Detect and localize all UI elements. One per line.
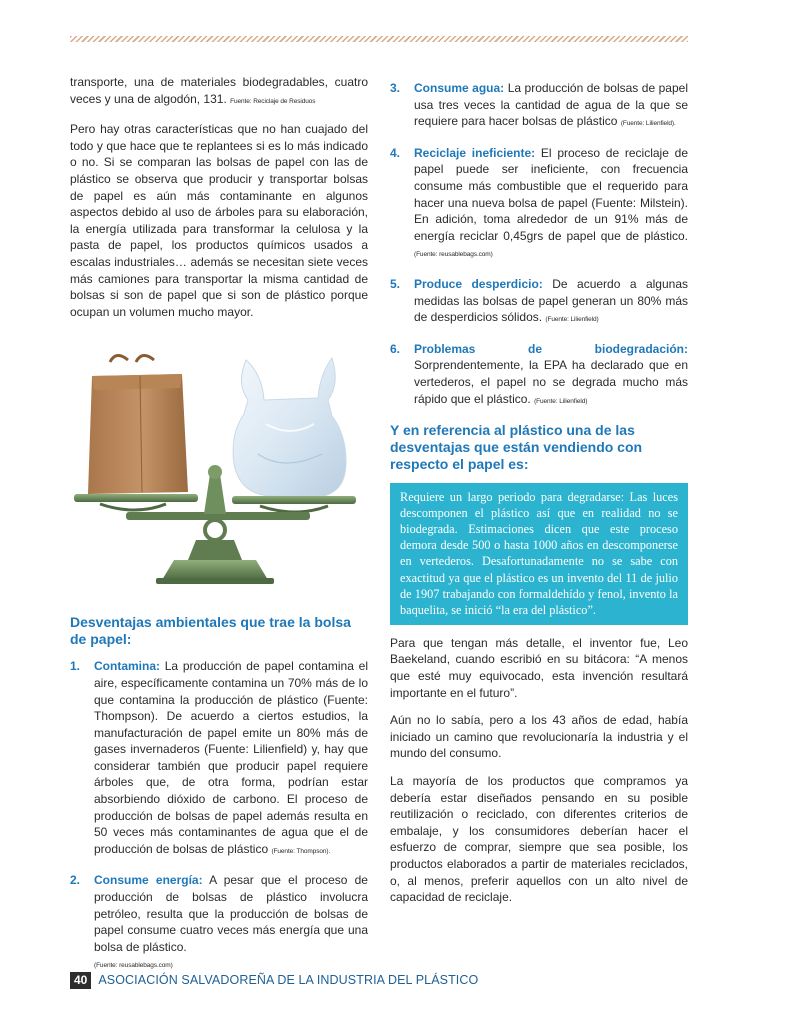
item-source: (Fuente: Lilienfield) — [534, 397, 588, 405]
item-number: 4. — [390, 145, 401, 160]
list-item — [70, 658, 368, 860]
item-number: 2. — [70, 873, 81, 888]
page-number: 40 — [70, 972, 91, 989]
list-item — [390, 276, 688, 329]
item-number: 1. — [70, 659, 81, 674]
item-number: 6. — [390, 341, 401, 356]
intro-source: Fuente: Reciclaje de Residuos — [230, 97, 316, 105]
paragraph-revolution: Aún no lo sabía, pero a los 43 años de edad, había iniciado un camino que revolucionaría la industria y el mundo del consumo. — [390, 713, 688, 761]
paragraph-recycling: La mayoría de los productos que compramos ya debería estar diseñados pensando en su posible reutilización o reciclado, con diferentes criterios de embalaje, y los consumidores deberían hacer el esfuerzo de comprar, siempre que sea posible, los productos elaborados a partir de materiales reciclados, o, al menos, preferir aquellos con un alto nivel de capacidad de reciclaje. — [390, 774, 688, 905]
item-source: (Fuente: Thompson). — [271, 847, 331, 855]
paragraph-inventor: Para que tengan más detalle, el inventor fue, Leo Baekeland, cuando escribió en su bitácora: “A menos que esté muy equivocado, esta invención resultará importante en el futuro”. — [390, 635, 688, 700]
paper-disadvantages-list — [70, 658, 368, 975]
list-item — [390, 145, 688, 264]
item-term: Produce desperdicio: — [414, 276, 543, 291]
item-source: (Fuente: Lilienfield) — [545, 316, 599, 324]
section-title-paper-disadvantages: Desventajas ambientales que trae la bolsa de papel: — [70, 614, 351, 648]
item-text: De acuerdo a algunas medidas las bolsas de papel generan un 80% más de desperdicios sólidos. — [414, 276, 688, 325]
item-text: Sorprendentemente, la EPA ha declarado que en vertederos, el papel no se degrada mucho más rápido que el plástico. — [414, 358, 688, 406]
section-title-plastic-disadvantage: Y en referencia al plástico una de las desventajas que están vendiendo con respecto el papel es: — [390, 422, 643, 473]
paper-bag-icon — [88, 356, 188, 495]
plastic-degradation-callout: Requiere un largo periodo para degradarse: Las luces descomponen el plástico así que en realidad no se biodegrada. Estimaciones dicen que este proceso demora desde 500 o hasta 1000 años en descomponerse en vertederos. Desafortunadamente no se sabe con exactitud ya que el plástico es un invento del 11 de julio de 1907 trabajando con formaldehído y fenol, invento la baquelita, se inició “la era del plástico”. — [390, 483, 688, 625]
decorative-top-rule — [70, 36, 688, 42]
item-term: Contamina: — [94, 659, 160, 674]
item-text: La producción de bolsas de papel usa tres veces la cantidad de agua de la que se requiere para hacer bolsas de plástico — [414, 81, 688, 129]
item-source: (Fuente: reusablebags.com) — [414, 251, 493, 259]
list-item — [390, 341, 688, 410]
item-text: La producción de papel contamina el aire, específicamente contamina un 70% más de lo que contamina la producción de plástico (Fuente: Thompson). De acuerdo a ciertos estudios, la manufacturación de papel emite un 80% más de gases invernaderos (Fuente: Lilienfield) y, hay que considerar también que producir papel requiere árboles que, de otra forma, podrían estar absorbiendo dióxido de carbono. El proceso de producción de bolsas de papel además resulta en 50 veces más contaminantes de agua que el de producción de bolsas de plástico — [94, 659, 368, 856]
item-source: (Fuente: Lilienfield). — [620, 120, 676, 128]
item-term: Consume agua: — [414, 81, 505, 95]
list-item — [70, 872, 368, 975]
left-column — [70, 74, 368, 987]
item-term: Reciclaje ineficiente: — [414, 145, 536, 160]
item-number: 3. — [390, 81, 401, 95]
intro-text: transporte, una de materiales biodegradables, cuatro veces y una de algodón, 131. — [70, 75, 368, 106]
right-column — [390, 80, 688, 917]
organization-name: ASOCIACIÓN SALVADOREÑA DE LA INDUSTRIA DEL PLÁSTICO — [98, 973, 479, 987]
page-footer — [70, 971, 478, 989]
intro-paragraph — [70, 74, 368, 110]
paragraph-bags-comparison: Pero hay otras características que no han cuajado del todo y que hace que te replantees si es lo más indicado o no. Si se comparan las bolsas de papel con las de plástico se observa que producir y transportar bolsas de papel es aún más contaminante en algunos aspectos debido al uso de árboles para su elaboración, la energía utilizada para transformar la celulosa y la pasta de papel, los productos químicos usados a escalas industriales… además se necesitan siete veces más camiones para transportar la misma cantidad de bolsas si son de papel que si son de plástico porque ocupan un volumen mucho mayor. — [70, 122, 368, 319]
scale-illustration-svg — [70, 354, 368, 586]
list-item — [390, 80, 688, 133]
plastic-bag-icon — [233, 358, 346, 496]
item-term: Problemas de biodegradación: — [414, 341, 688, 356]
item-number: 5. — [390, 276, 401, 291]
item-text: El proceso de reciclaje de papel puede ser ineficiente, con frecuencia consume más combustible que el requerido para hacer una nueva bolsa de papel (Fuente: Milstein). En adición, toma alrededor de un 91% más de energía reciclar 0,45grs de papel que de plástico. — [414, 145, 688, 243]
item-source: (Fuente: reusablebags.com) — [94, 962, 173, 970]
scale-bags-illustration — [70, 354, 368, 586]
paper-disadvantages-list-continued — [390, 80, 688, 410]
item-term: Consume energía: — [94, 873, 203, 888]
item-text: A pesar que el proceso de producción de bolsas de plástico involucra petróleo, resulta que la producción de bolsas de papel consume cuatro veces más energía que una bolsa de plástico. — [94, 873, 368, 954]
